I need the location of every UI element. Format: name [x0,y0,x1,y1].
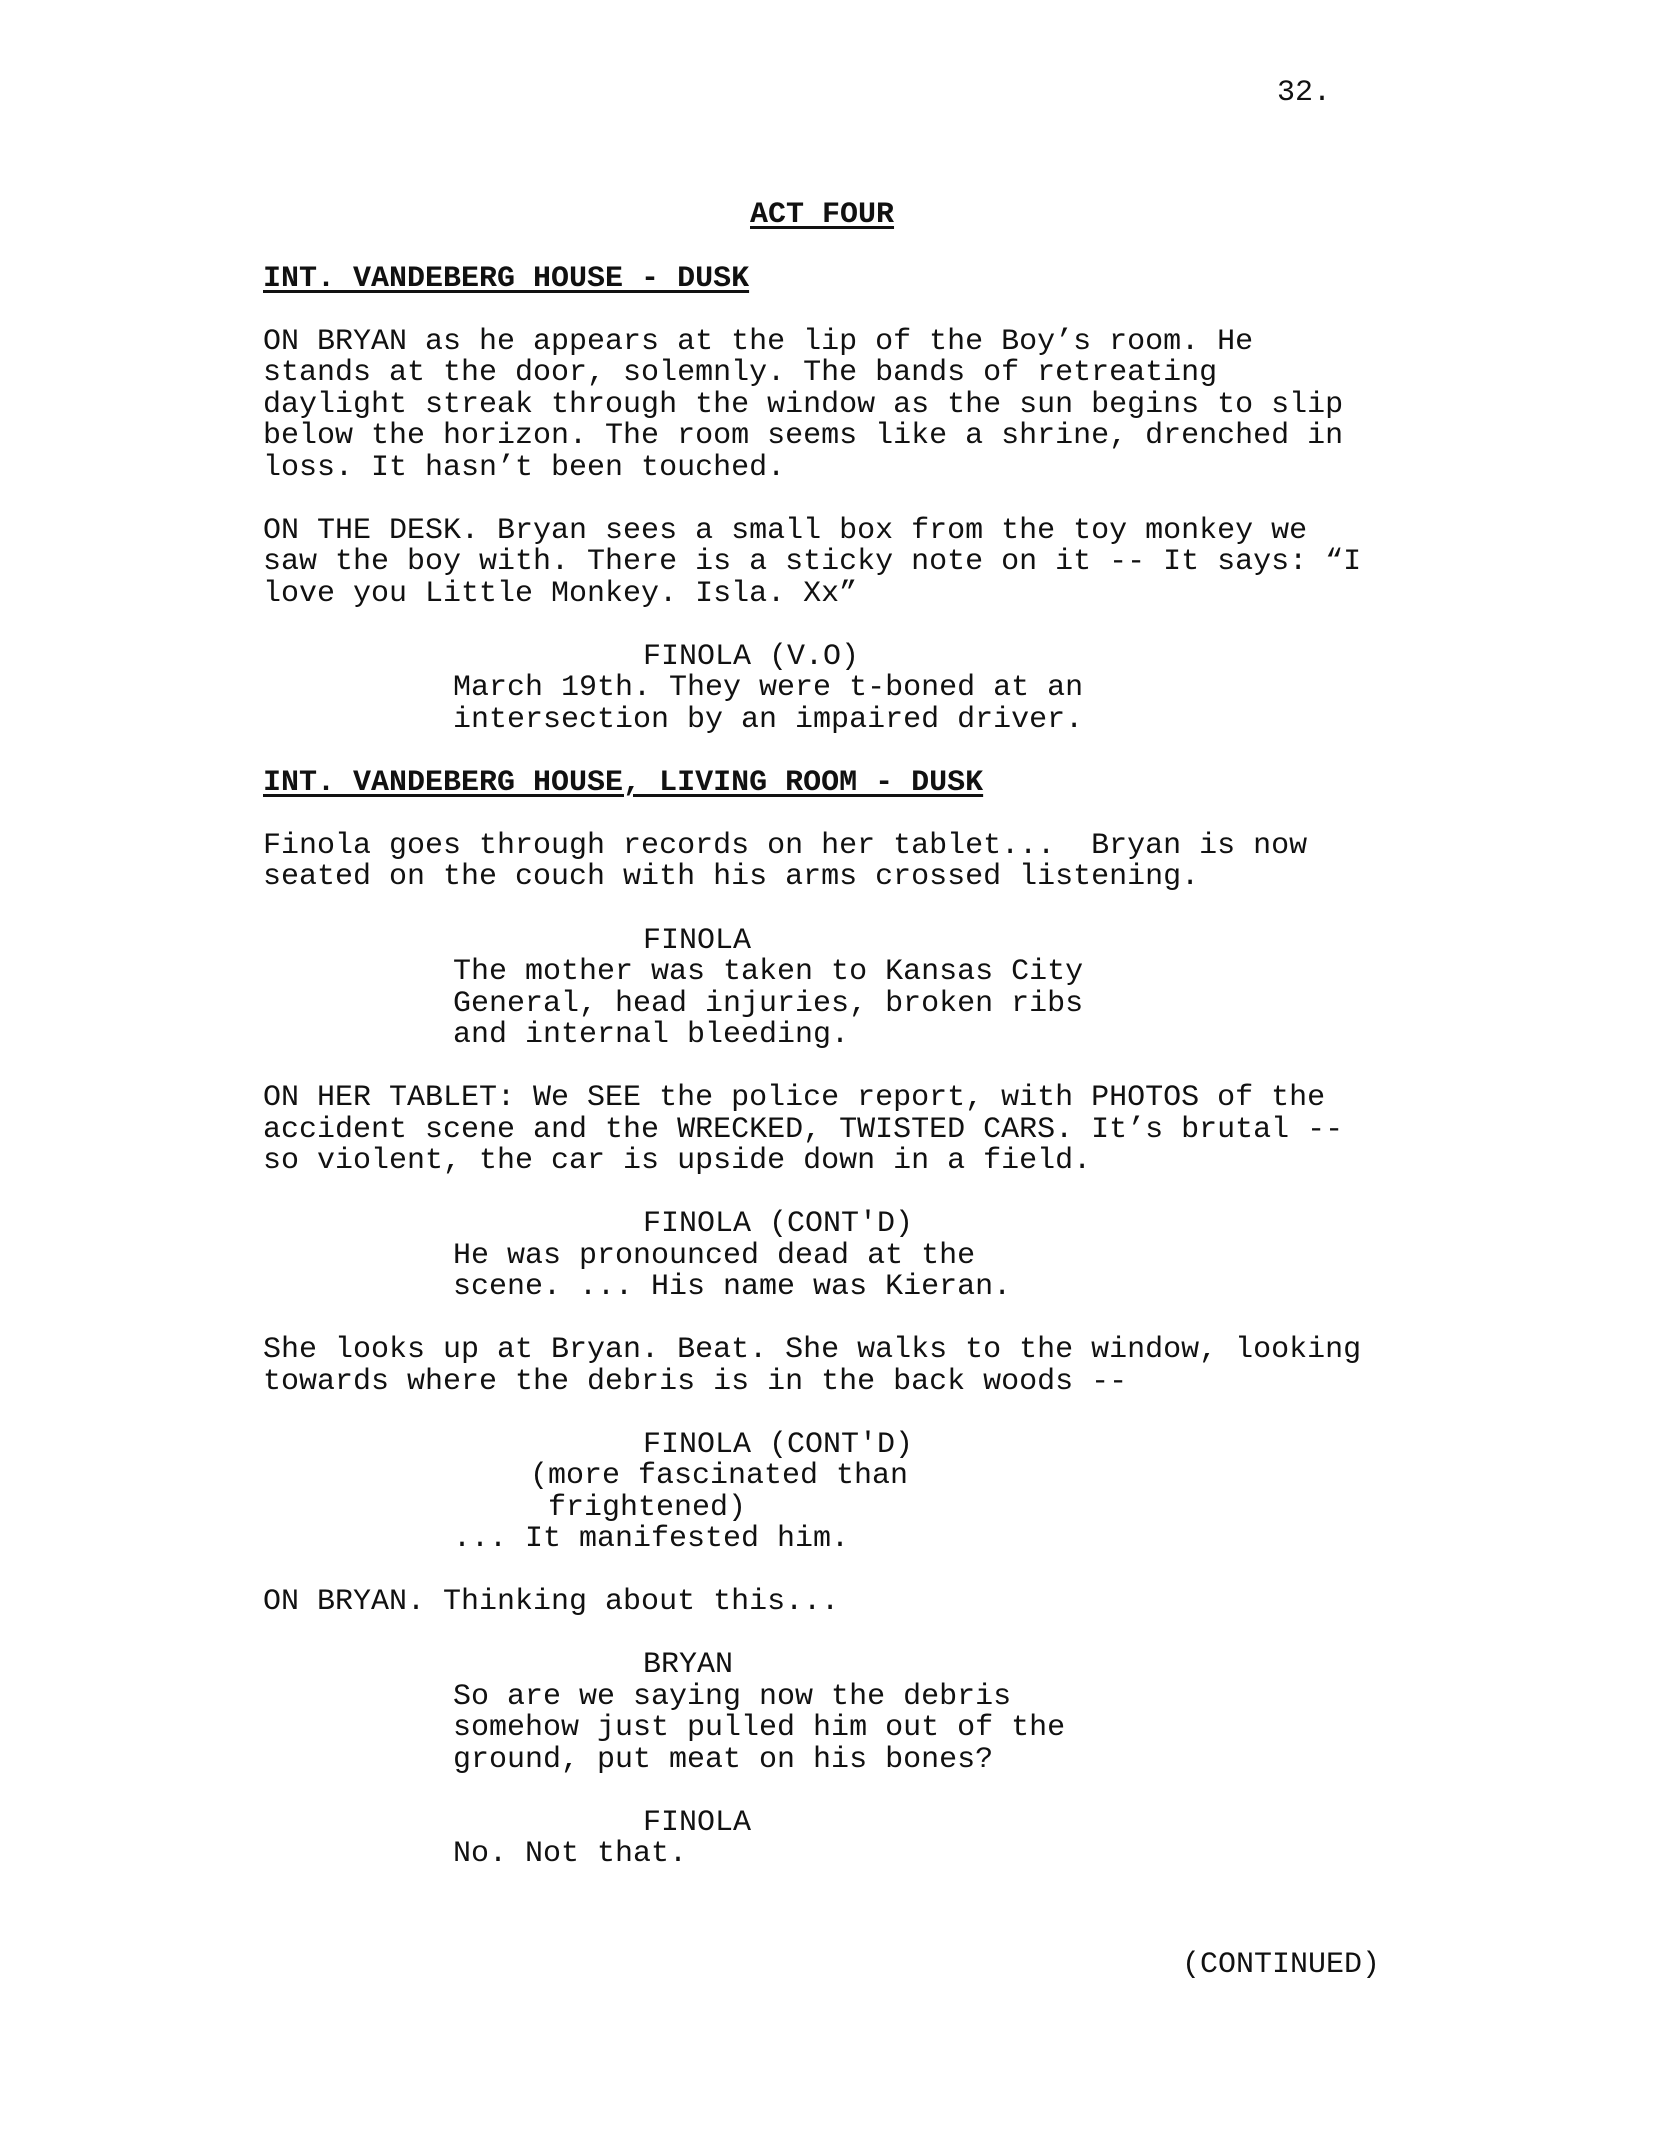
action-line: loss. It hasn’t been touched. [263,451,786,485]
scene-heading: INT. VANDEBERG HOUSE, LIVING ROOM - DUSK [263,766,984,800]
act-title: ACT FOUR [750,198,895,232]
action-line: love you Little Monkey. Isla. Xx” [263,577,858,611]
action-line: ON THE DESK. Bryan sees a small box from the toy monkey we [263,514,1308,548]
dialogue-line: ground, put meat on his bones? [453,1743,994,1777]
dialogue-line: No. Not that. [453,1837,688,1871]
action-line: seated on the couch with his arms crossed listening. [263,860,1200,894]
action-line: so violent, the car is upside down in a field. [263,1144,1092,1178]
action-line: accident scene and the WRECKED, TWISTED CARS. It’s brutal -- [263,1113,1344,1147]
dialogue-line: scene. ... His name was Kieran. [453,1270,1012,1304]
continued-marker: (CONTINUED) [1182,1948,1381,1982]
parenthetical: (more fascinated than [530,1459,909,1493]
character-name: BRYAN [643,1648,734,1682]
action-line: ON HER TABLET: We SEE the police report, with PHOTOS of the [263,1081,1326,1115]
dialogue-line: somehow just pulled him out of the [453,1711,1066,1745]
action-line: stands at the door, solemnly. The bands of retreating [263,356,1218,390]
dialogue-line: He was pronounced dead at the [453,1239,976,1273]
dialogue-line: intersection by an impaired driver. [453,703,1084,737]
action-line: towards where the debris is in the back woods -- [263,1365,1128,1399]
dialogue-line: The mother was taken to Kansas City [453,955,1084,989]
action-line: Finola goes through records on her tablet... Bryan is now [263,829,1308,863]
action-line: She looks up at Bryan. Beat. She walks to the window, looking [263,1333,1362,1367]
action-line: saw the boy with. There is a sticky note on it -- It says: “I [263,545,1362,579]
action-line: ON BRYAN. Thinking about this... [263,1585,840,1619]
character-name: FINOLA (CONT'D) [643,1207,914,1241]
scene-heading: INT. VANDEBERG HOUSE - DUSK [263,262,750,296]
character-name: FINOLA (CONT'D) [643,1428,914,1462]
page-number: 32. [1277,76,1332,110]
parenthetical: frightened) [530,1491,747,1525]
dialogue-line: and internal bleeding. [453,1018,850,1052]
dialogue-line: ... It manifested him. [453,1522,850,1556]
dialogue-line: So are we saying now the debris [453,1680,1012,1714]
character-name: FINOLA [643,1806,752,1840]
character-name: FINOLA [643,924,752,958]
action-line: below the horizon. The room seems like a shrine, drenched in [263,419,1344,453]
dialogue-line: March 19th. They were t-boned at an [453,671,1084,705]
action-line: ON BRYAN as he appears at the lip of the Boy’s room. He [263,325,1254,359]
dialogue-line: General, head injuries, broken ribs [453,987,1084,1021]
action-line: daylight streak through the window as the sun begins to slip [263,388,1344,422]
character-name: FINOLA (V.O) [643,640,860,674]
